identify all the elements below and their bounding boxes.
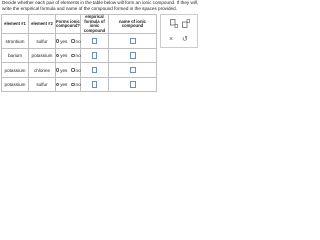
forms-ionic-cell [56,48,81,63]
yes-radio[interactable] [56,68,59,71]
name-cell [109,77,157,92]
formula-input[interactable] [92,67,97,74]
no-radio[interactable] [71,68,74,71]
no-label: no [75,53,81,59]
header-forms-ionic: Forms ionic compound? [56,15,81,34]
element2-cell: sulfur [29,34,56,49]
table-row [2,34,157,49]
header-row [2,15,157,34]
no-label: no [75,82,81,88]
element1-cell: potassium [2,77,29,92]
undo-icon[interactable]: ↺ [182,36,188,43]
name-cell [109,34,157,49]
forms-ionic-cell [56,34,81,49]
element2-cell: potassium [29,48,56,63]
element1-cell: barium [2,48,29,63]
name-cell [109,48,157,63]
formula-toolbox [160,14,198,48]
yes-label: yes [60,53,68,59]
name-input[interactable] [130,52,136,59]
header-name: name of ionic compound [109,15,157,34]
header-element2: element #2 [29,15,56,34]
element1-cell: strontium [2,34,29,49]
no-label: no [75,38,81,44]
subscript-box-icon[interactable] [170,19,178,28]
formula-cell [81,34,109,49]
yes-radio[interactable] [56,83,59,86]
formula-cell [81,63,109,78]
compound-table [1,14,157,92]
yes-radio[interactable] [56,54,59,57]
table-row [2,48,157,63]
name-input[interactable] [130,67,136,74]
no-radio[interactable] [71,54,74,57]
formula-cell [81,77,109,92]
no-label: no [75,67,81,73]
table-row [2,77,157,92]
superscript-box-icon[interactable] [182,19,190,28]
formula-input[interactable] [92,38,97,45]
formula-cell [81,48,109,63]
no-radio[interactable] [71,83,74,86]
element2-cell: sulfur [29,77,56,92]
forms-ionic-cell [56,63,81,78]
formula-input[interactable] [92,81,97,88]
close-icon[interactable]: × [169,36,174,43]
instructions-text: Decide whether each pair of elements in the table below will form an ionic compound. If they will, write the empirical formula and name of the compound formed in the spaces provided. [2,0,199,11]
yes-radio[interactable] [56,39,59,42]
name-input[interactable] [130,81,136,88]
forms-ionic-cell [56,77,81,92]
yes-label: yes [60,38,68,44]
header-element1: element #1 [2,15,29,34]
formula-input[interactable] [92,52,97,59]
no-radio[interactable] [71,39,74,42]
name-input[interactable] [130,38,136,45]
name-cell [109,63,157,78]
yes-label: yes [60,67,68,73]
element2-cell: chlorine [29,63,56,78]
table-row [2,63,157,78]
header-formula: empirical formula of ionic compound [81,15,109,34]
element1-cell: potassium [2,63,29,78]
yes-label: yes [60,82,68,88]
